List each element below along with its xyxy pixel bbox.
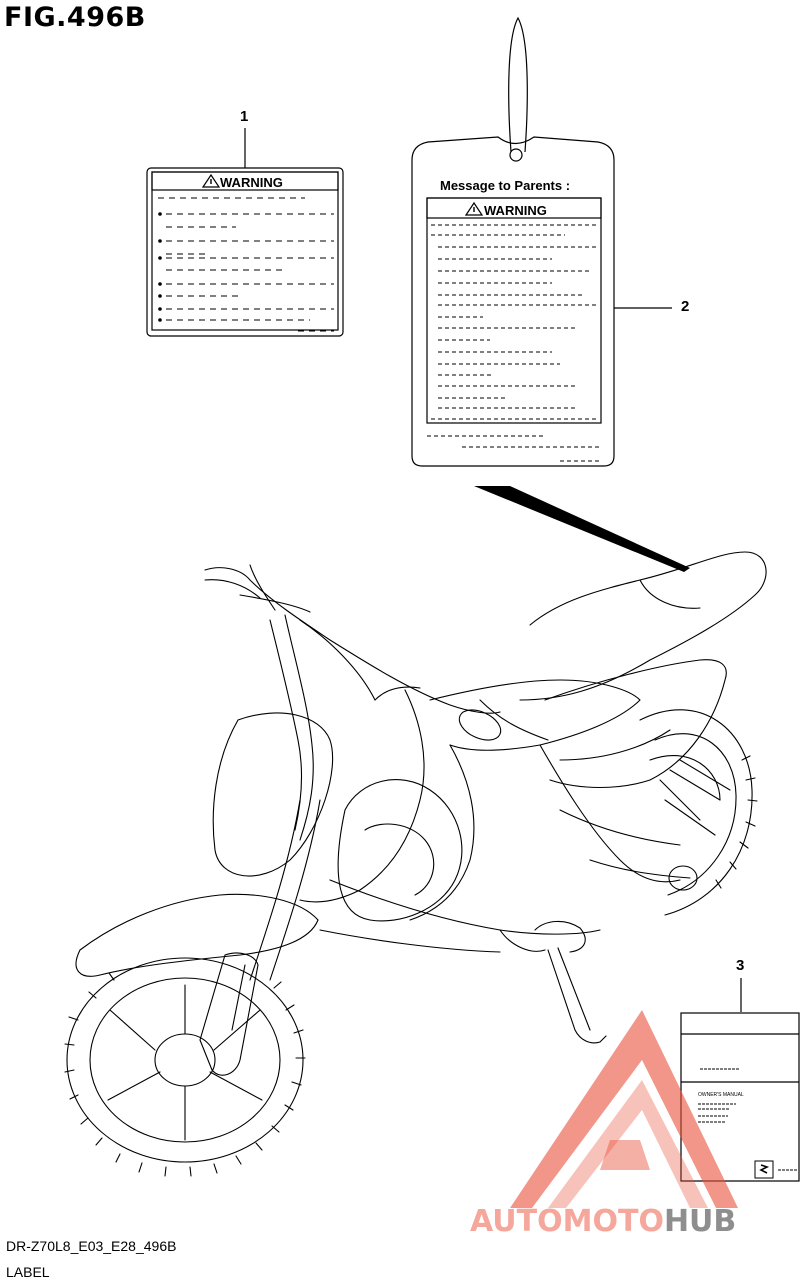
- label-3-manual-text: OWNER'S MANUAL: [698, 1092, 744, 1098]
- watermark-text-part-b: HUB: [663, 1204, 737, 1239]
- number-plate: [213, 713, 332, 876]
- callout-2: 2: [681, 298, 690, 315]
- fuel-tank: [430, 680, 640, 750]
- handlebar: [205, 568, 500, 713]
- callout-3: 3: [736, 957, 745, 974]
- location-pointer: [474, 486, 690, 572]
- engine: [338, 780, 462, 921]
- label-2-warning-text: WARNING: [484, 203, 547, 218]
- warning-triangle-icon: [466, 203, 482, 215]
- figure-code: DR-Z70L8_E03_E28_496B: [6, 1238, 177, 1254]
- label-2-heading: Message to Parents :: [440, 178, 571, 193]
- suzuki-logo-icon: [755, 1161, 773, 1178]
- label-2-hang-tag: [412, 18, 614, 466]
- seat: [520, 552, 766, 700]
- label-1-warning-sticker: [147, 168, 343, 336]
- figure-name: LABEL: [6, 1264, 50, 1280]
- callout-1: 1: [240, 108, 249, 125]
- watermark-text-part-a: AUTOMOTO: [470, 1204, 664, 1239]
- front-wheel: [65, 958, 305, 1176]
- watermark-text: [470, 1204, 736, 1239]
- warning-triangle-icon: [203, 175, 219, 187]
- label-1-warning-text: WARNING: [220, 175, 283, 190]
- figure-title: FIG.496B: [4, 2, 146, 33]
- rear-wheel: [640, 710, 757, 915]
- front-fender: [76, 894, 318, 976]
